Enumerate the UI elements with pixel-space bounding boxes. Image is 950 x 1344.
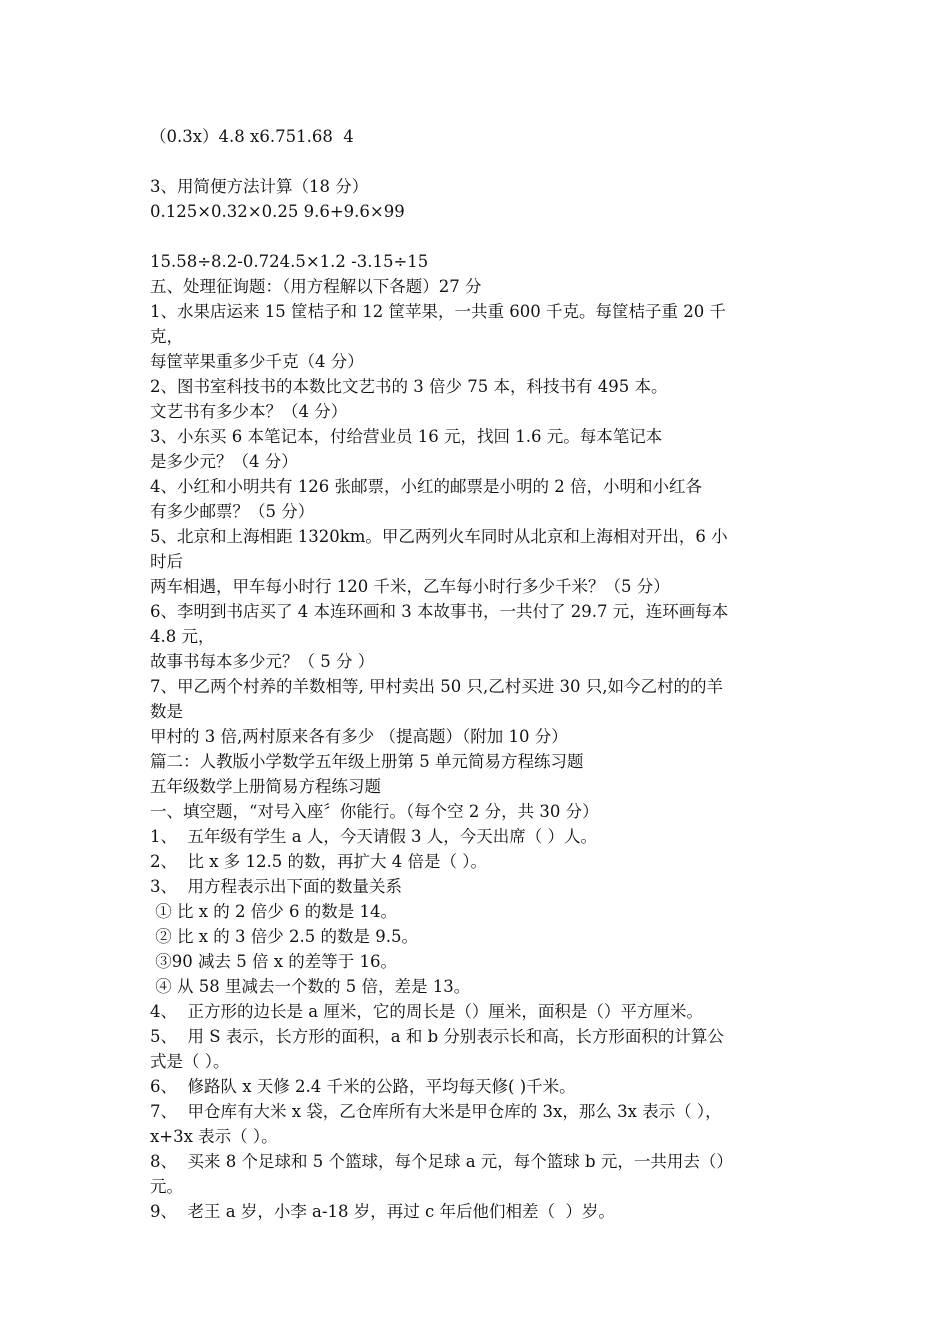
- section-heading: 五年级数学上册简易方程练习题: [150, 777, 381, 796]
- section-heading: 五、处理征询题：（用方程解以下各题）27 分: [150, 277, 482, 296]
- question-line: 3、小东买 6 本笔记本，付给营业员 16 元，找回 1.6 元。每本笔记本: [150, 427, 663, 446]
- question-line: 是多少元？（4 分）: [150, 452, 298, 471]
- question-line: 时后: [150, 552, 183, 571]
- question-line: 6、李明到书店买了 4 本连环画和 3 本故事书，一共付了 29.7 元，连环画每本: [150, 602, 729, 621]
- question-line: 4、小红和小明共有 126 张邮票，小红的邮票是小明的 2 倍，小明和小红各: [150, 477, 702, 496]
- question-line: 克，: [150, 327, 183, 346]
- question-line: 5、北京和上海相距 1320km。甲乙两列火车同时从北京和上海相对开出，6 小: [150, 527, 728, 546]
- question-line: 元。: [150, 1177, 183, 1196]
- blank-line: [150, 224, 810, 249]
- question-line: x+3x 表示（ ）。: [150, 1127, 278, 1146]
- question-line: 4、 正方形的边长是 a 厘米，它的周长是（）厘米，面积是（）平方厘米。: [150, 1002, 703, 1021]
- question-line: 有多少邮票？（5 分）: [150, 502, 315, 521]
- blank-line: [150, 149, 810, 174]
- document-body: [150, 124, 810, 1224]
- question-line: 两车相遇，甲车每小时行 120 千米，乙车每小时行多少千米？（5 分）: [150, 577, 670, 596]
- sub-question-line: ① 比 x 的 2 倍少 6 的数是 14。: [150, 902, 398, 921]
- question-line: 2、图书室科技书的本数比文艺书的 3 倍少 75 本，科技书有 495 本。: [150, 377, 668, 396]
- section-heading: 一、填空题，“对号入座〞你能行。（每个空 2 分，共 30 分）: [150, 802, 599, 821]
- question-line: 5、 用 S 表示，长方形的面积，a 和 b 分别表示长和高，长方形面积的计算公: [150, 1027, 724, 1046]
- question-line: 每筐苹果重多少千克（4 分）: [150, 352, 364, 371]
- question-line: 8、 买来 8 个足球和 5 个篮球，每个足球 a 元，每个篮球 b 元，一共用去（）: [150, 1152, 733, 1171]
- sub-question-line: ② 比 x 的 3 倍少 2.5 的数是 9.5。: [150, 927, 418, 946]
- question-line: 6、 修路队 x 天修 2.4 千米的公路，平均每天修( )千米。: [150, 1077, 576, 1096]
- question-line: 式是（ ）。: [150, 1052, 230, 1071]
- question-line: 3、 用方程表示出下面的数量关系: [150, 877, 402, 896]
- section-heading: 3、用简便方法计算（18 分）: [150, 177, 369, 196]
- question-line: 1、水果店运来 15 筐桔子和 12 筐苹果，一共重 600 千克。每筐桔子重 20 千: [150, 302, 726, 321]
- question-line: 文艺书有多少本？（4 分）: [150, 402, 348, 421]
- question-line: 9、 老王 a 岁，小李 a-18 岁，再过 c 年后他们相差（ ）岁。: [150, 1202, 615, 1221]
- text-line: 0.125×0.32×0.25 9.6+9.6×99: [150, 202, 405, 221]
- question-line: 4.8 元，: [150, 627, 215, 646]
- sub-question-line: ③90 减去 5 倍 x 的差等于 16。: [150, 952, 398, 971]
- text-line: （0.3x）4.8 x6.751.68 4: [150, 127, 354, 146]
- question-line: 数是: [150, 702, 183, 721]
- question-line: 1、 五年级有学生 a 人，今天请假 3 人，今天出席（ ）人。: [150, 827, 598, 846]
- sub-question-line: ④ 从 58 里减去一个数的 5 倍，差是 13。: [150, 977, 471, 996]
- question-line: 2、 比 x 多 12.5 的数，再扩大 4 倍是（ ）。: [150, 852, 487, 871]
- question-line: 7、 甲仓库有大米 x 袋，乙仓库所有大米是甲仓库的 3x，那么 3x 表示（ ），: [150, 1102, 722, 1121]
- question-line: 7、甲乙两个村养的羊数相等, 甲村卖出 50 只,乙村买进 30 只,如今乙村的的羊: [150, 677, 723, 696]
- text-line: 15.58÷8.2-0.724.5×1.2 -3.15÷15: [150, 252, 429, 271]
- question-line: 甲村的 3 倍,两村原来各有多少 （提高题）（附加 10 分）: [150, 727, 568, 746]
- section-heading: 篇二：人教版小学数学五年级上册第 5 单元简易方程练习题: [150, 752, 584, 771]
- question-line: 故事书每本多少元？（ 5 分 ）: [150, 652, 375, 671]
